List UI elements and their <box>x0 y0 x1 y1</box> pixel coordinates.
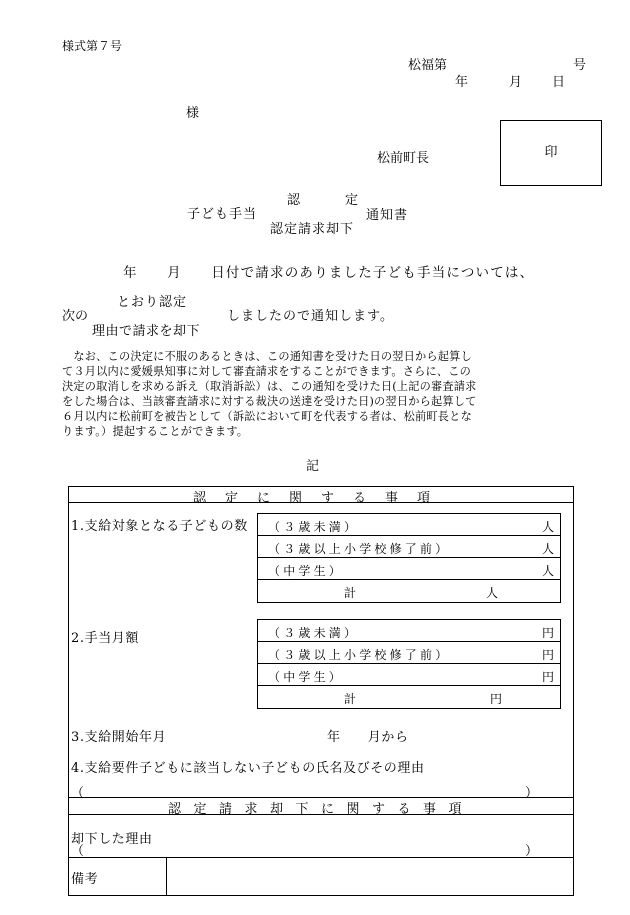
ki-heading: 記 <box>306 459 320 474</box>
date-month: 月 <box>509 75 523 90</box>
row-label: （３歳以上小学校修了前） <box>268 542 451 556</box>
notice-line: ります。）提起することができます。 <box>62 425 249 438</box>
amount-total <box>258 686 560 708</box>
paren-open: （ <box>71 844 85 859</box>
row-label: （３歳未満） <box>268 626 360 640</box>
child-count-row <box>258 558 560 580</box>
details-table <box>68 486 574 896</box>
monthly-amount-box <box>257 619 561 709</box>
section-nintei-title: 認定に関する事項 <box>192 491 449 506</box>
notice-line: をした場合は、当該審査請求に対する裁決の送達を受けた日)の翌日から起算して <box>62 395 477 408</box>
row-unit: 円 <box>541 626 554 640</box>
total-unit: 円 <box>490 692 503 706</box>
section-kyakka-title: 認定請求却下に関する事項 <box>167 802 474 817</box>
divider <box>69 857 573 858</box>
notice-line: なお、この決定に不服のあるときは、この通知書を受けた日の翌日から起算し <box>62 350 472 363</box>
body-line-2: とおり認定 <box>117 295 188 310</box>
item1-label: 1.支給対象となる子どもの数 <box>71 519 248 534</box>
date-day: 日 <box>552 75 566 90</box>
paren-close: ） <box>525 786 539 801</box>
ref-suffix: 号 <box>573 58 587 73</box>
row-unit: 人 <box>541 564 554 578</box>
appeal-notice <box>62 349 567 439</box>
child-count-total <box>258 580 560 602</box>
issue-date <box>455 71 565 90</box>
remarks-label: 備考 <box>71 872 99 887</box>
child-count-box <box>257 513 561 603</box>
title-nintei: 認 定 <box>287 193 375 208</box>
row-label: （３歳以上小学校修了前） <box>268 648 451 662</box>
row-unit: 人 <box>541 542 554 556</box>
ref-prefix: 松福第 <box>408 58 448 73</box>
item2-label: 2.手当月額 <box>71 631 140 646</box>
form-number: 様式第７号 <box>62 39 123 53</box>
row-label: （中学生） <box>268 670 345 684</box>
notice-line: ６月以内に松前町を被告として（訴訟において町を代表する者は、松前町長とな <box>62 410 472 423</box>
seal-box <box>500 120 602 186</box>
body-line-3-left: 次の <box>62 309 89 324</box>
row-unit: 人 <box>541 520 554 534</box>
total-label: 計 <box>344 692 357 706</box>
row-label: （中学生） <box>268 564 345 578</box>
title-suffix: 通知書 <box>366 208 409 223</box>
date-year: 年 <box>455 75 469 90</box>
paren-open: （ <box>71 786 85 801</box>
child-count-row <box>258 536 560 558</box>
row-label: （３歳未満） <box>268 520 360 534</box>
total-label: 計 <box>344 586 357 600</box>
divider <box>69 814 573 815</box>
body-line-1: 年 月 日付で請求のありました子ども手当については、 <box>123 265 535 281</box>
amount-row <box>258 664 560 686</box>
amount-row <box>258 620 560 642</box>
body-line-4: 理由で請求を却下 <box>92 324 201 339</box>
notice-line: 決定の取消しを求める訴え（取消訴訟）は、この通知を受けた日(上記の審査請求 <box>62 380 477 393</box>
item4-label: 4.支給要件子どもに該当しない子どもの氏名及びその理由 <box>71 761 425 776</box>
row-unit: 円 <box>541 670 554 684</box>
title-kyakka: 認定請求却下 <box>270 222 355 237</box>
title-prefix: 子ども手当 <box>187 207 258 222</box>
paren-close: ） <box>525 844 539 859</box>
divider <box>69 502 573 503</box>
child-count-row <box>258 514 560 536</box>
remarks-divider <box>166 857 167 895</box>
total-unit: 人 <box>486 586 499 600</box>
issuer-name: 松前町長 <box>377 151 430 166</box>
row-unit: 円 <box>541 648 554 662</box>
rejection-reason-label: 却下した理由 <box>71 832 153 847</box>
seal-label: 印 <box>544 145 558 160</box>
amount-row <box>258 642 560 664</box>
item3-label: 3.支給開始年月 <box>71 730 167 745</box>
item3-value: 年 月から <box>327 730 409 745</box>
addressee-suffix: 様 <box>186 106 200 121</box>
body-line-3-right: しましたので通知します。 <box>227 309 394 324</box>
notice-line: て３月以内に愛媛県知事に対して審査請求をすることができます。さらに、この <box>62 365 472 378</box>
